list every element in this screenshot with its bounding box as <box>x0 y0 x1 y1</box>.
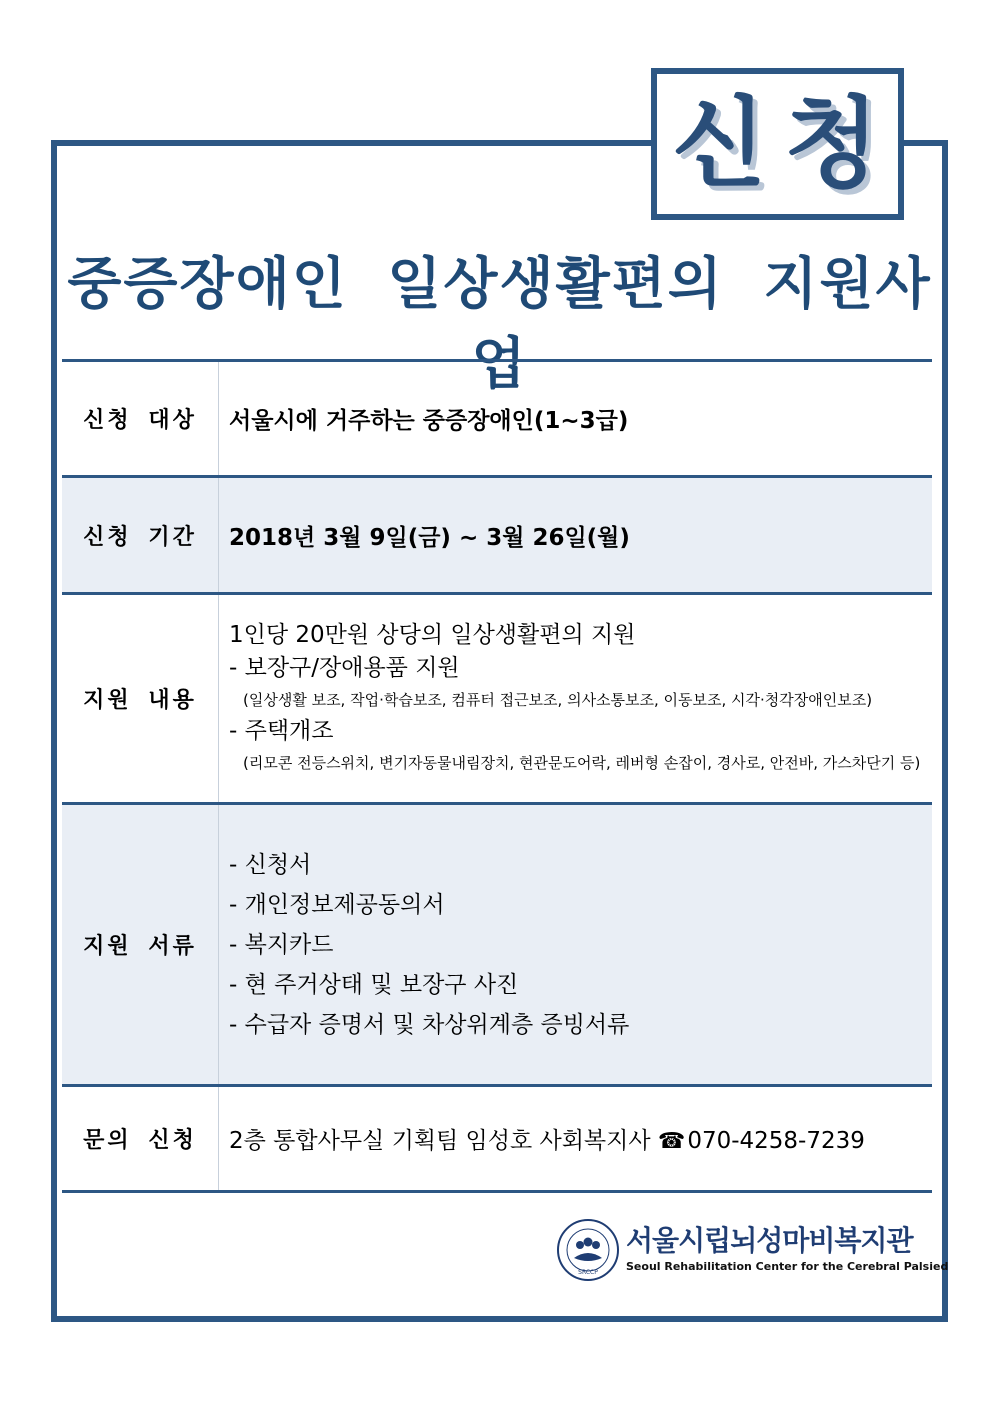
apply-stamp <box>651 68 904 220</box>
value-support <box>219 594 933 804</box>
info-table <box>62 359 932 1193</box>
label-target: 신청 대상 <box>62 361 219 477</box>
support-line-4: - 주택개조 <box>229 718 334 744</box>
value-period <box>219 477 933 594</box>
inquiry-text: 2층 통합사무실 기획팀 임성호 사회복지사 <box>229 1128 651 1154</box>
label-inquiry: 문의 신청 <box>62 1086 219 1192</box>
value-inquiry <box>219 1086 933 1192</box>
seal-text: SRCCP <box>578 1269 598 1276</box>
row-target <box>62 361 932 477</box>
phone-number[interactable]: 070-4258-7239 <box>687 1128 865 1154</box>
page-title: 중증장애인 일상생활편의 지원사업 <box>67 252 932 397</box>
support-line-2: - 보장구/장애용품 지원 <box>229 655 460 681</box>
document-item: - 복지카드 <box>229 931 334 958</box>
value-documents <box>219 804 933 1086</box>
document-item: - 수급자 증명서 및 차상위계층 증빙서류 <box>229 1011 630 1038</box>
logo-name-en: Seoul Rehabilitation Center for the Cerebral Palsied <box>626 1260 949 1273</box>
value-target <box>219 361 933 477</box>
support-line-5: (리모콘 전등스위치, 변기자동물내림장치, 현관문도어락, 레버형 손잡이, 경사로, 안전바, 가스차단기 등) <box>243 754 921 772</box>
telephone-icon: ☎ <box>657 1129 686 1154</box>
logo-name-kr: 서울시립뇌성마비복지관 <box>626 1224 913 1257</box>
row-support <box>62 594 932 804</box>
seal-icon <box>556 1218 620 1282</box>
document-item: - 개인정보제공동의서 <box>229 891 445 918</box>
row-inquiry <box>62 1086 932 1192</box>
row-period <box>62 477 932 594</box>
stamp-text: 신청 <box>671 87 898 201</box>
organization-logo <box>556 1218 948 1282</box>
logo-texts <box>626 1224 948 1276</box>
support-line-3: (일상생활 보조, 작업·학습보조, 컴퓨터 접근보조, 의사소통보조, 이동보조, 시각·청각장애인보조) <box>243 691 873 709</box>
row-documents <box>62 804 932 1086</box>
label-support: 지원 내용 <box>62 594 219 804</box>
document-item: - 신청서 <box>229 851 312 878</box>
label-period: 신청 기간 <box>62 477 219 594</box>
label-documents: 지원 서류 <box>62 804 219 1086</box>
target-text: 서울시에 거주하는 중증장애인(1~3급) <box>229 408 629 434</box>
period-text: 2018년 3월 9일(금) ~ 3월 26일(월) <box>229 524 630 551</box>
document-item: - 현 주거상태 및 보장구 사진 <box>229 971 519 998</box>
support-line-1: 1인당 20만원 상당의 일상생활편의 지원 <box>229 622 636 648</box>
